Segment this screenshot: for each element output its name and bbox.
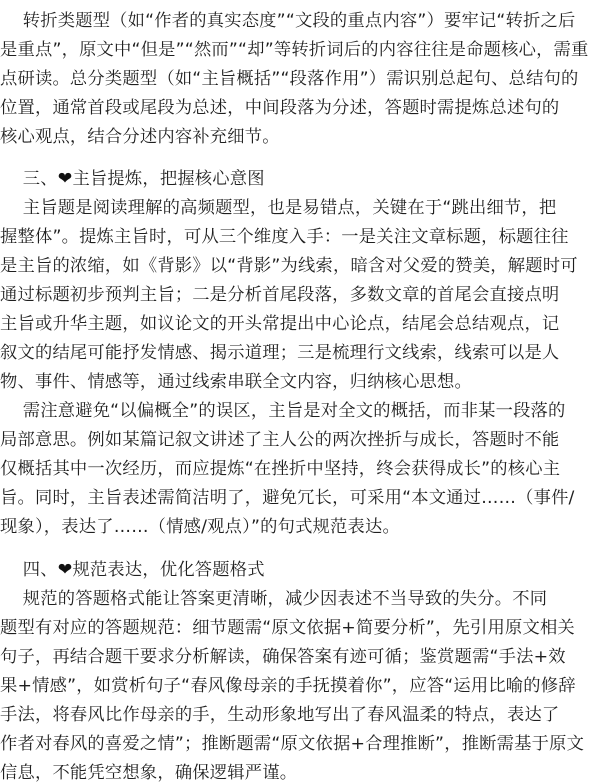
section3-heading-text: 主旨提炼，把握核心意图 (72, 169, 265, 189)
paragraph-line: 现象），表达了……（情感/观点）”的句式规范表达。 (0, 517, 400, 537)
section4-heading-text: 规范表达，优化答题格式 (72, 560, 265, 580)
paragraph-line: 握整体”。提炼主旨时，可从三个维度入手：一是关注文章标题，标题往往 (0, 227, 569, 247)
paragraph-line: 局部意思。例如某篇记叙文讲述了主人公的两次挫折与成长，答题时不能 (0, 430, 560, 450)
heart-icon: ❤ (57, 169, 73, 189)
section4-heading-prefix: 四、 (0, 560, 58, 580)
paragraph-line: 转折类题型（如“作者的真实态度”“文段的重点内容”）要牢记“转折之后 (0, 11, 576, 31)
paragraph-line: 是重点”，原文中“但是”“然而”“却”等转折词后的内容往往是命题核心，需重 (0, 40, 589, 60)
heart-icon: ❤ (57, 560, 73, 580)
paragraph-line: 题型有对应的答题规范：细节题需“原文依据+简要分析”，先引用原文相关 (0, 618, 575, 638)
paragraph-line: 位置，通常首段或尾段为总述，中间段落为分述，答题时需提炼总述句的 (0, 98, 560, 118)
paragraph-line: 主旨题是阅读理解的高频题型，也是易错点，关键在于“跳出细节，把 (0, 198, 557, 218)
section3-heading (0, 169, 613, 189)
paragraph-line: 手法，将春风比作母亲的手，生动形象地写出了春风温柔的特点，表达了 (0, 705, 560, 725)
paragraph-line: 需注意避免“以偏概全”的误区，主旨是对全文的概括，而非某一段落的 (0, 401, 566, 421)
paragraph-line: 叙文的结尾可能抒发情感、揭示道理；三是梳理行文线索，线索可以是人 (0, 343, 560, 363)
paragraph-line: 仅概括其中一次经历，而应提炼“在挫折中坚持，终会获得成长”的核心主 (0, 459, 561, 479)
paragraph-line: 通过标题初步预判主旨；二是分析首尾段落，多数文章的首尾会直接点明 (0, 285, 560, 305)
paragraph-line: 主旨或升华主题，如议论文的开头常提出中心论点，结尾会总结观点，记 (0, 314, 560, 334)
paragraph-line: 信息，不能凭空想象，确保逻辑严谨。 (0, 763, 298, 783)
section4-heading (0, 560, 613, 580)
paragraph-line: 句子，再结合题干要求分析解读，确保答案有迹可循；鉴赏题需“手法+效 (0, 647, 566, 667)
paragraph-line: 规范的答题格式能让答案更清晰，减少因表述不当导致的失分。不同 (0, 589, 548, 609)
paragraph-line: 作者对春风的喜爱之情”；推断题需“原文依据+合理推断”，推断需基于原文 (0, 734, 585, 754)
paragraph-line: 旨。同时，主旨表述需简洁明了，避免冗长，可采用“本文通过……（事件/ (0, 488, 575, 508)
paragraph-line: 核心观点，结合分述内容补充细节。 (0, 127, 280, 147)
paragraph-line: 点研读。总分类题型（如“主旨概括”“段落作用”）需识别总起句、总结句的 (0, 69, 579, 89)
paragraph-line: 果+情感”，如赏析句子“春风像母亲的手抚摸着你”，应答“运用比喻的修辞 (0, 676, 576, 696)
section3-heading-prefix: 三、 (0, 169, 58, 189)
paragraph-line: 是主旨的浓缩，如《背影》以“背影”为线索，暗含对父爱的赞美，解题时可 (0, 256, 578, 276)
paragraph-line: 物、事件、情感等，通过线索串联全文内容，归纳核心思想。 (0, 372, 472, 392)
